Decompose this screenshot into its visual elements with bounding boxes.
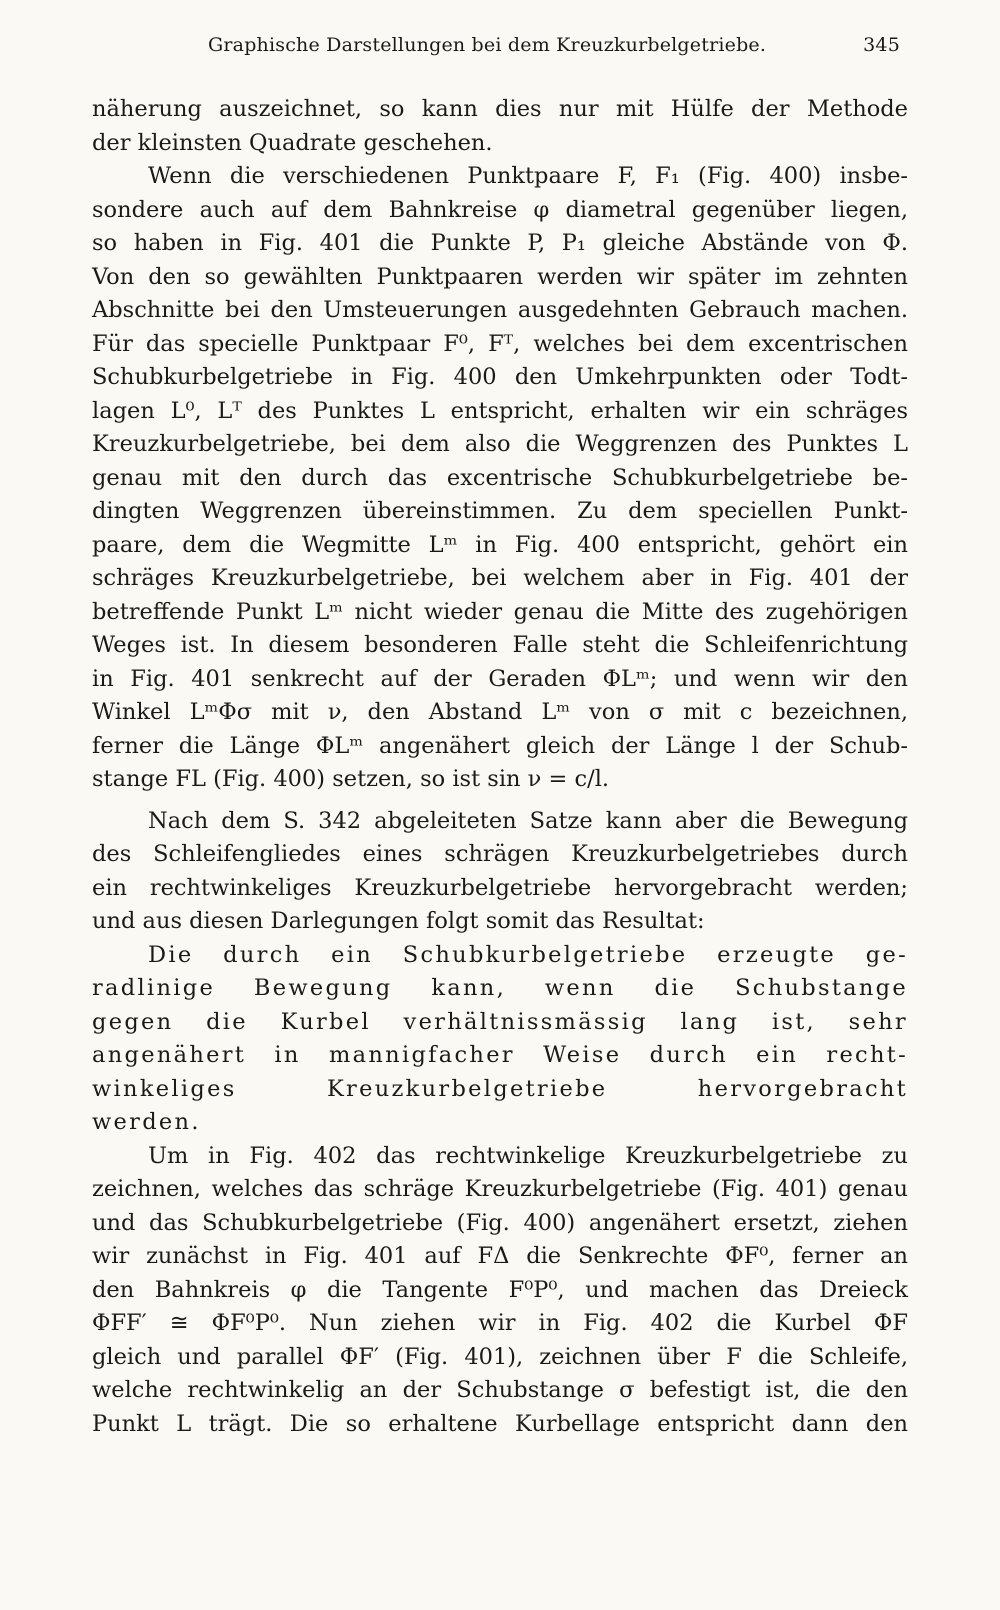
text-line: stange FL (Fig. 400) setzen, so ist sin ν = c/l. [92, 766, 610, 792]
text-line: zeichnen, welches das schräge Kreuzkurbelgetriebe (Fig. 401) genau [92, 1176, 908, 1202]
text-line: betreffende Punkt Lᵐ nicht wieder genau die Mitte des zugehörigen [92, 598, 908, 625]
paragraph-1 [92, 93, 908, 160]
text-line: gegen die Kurbel verhältnissmässig lang ist, sehr [92, 1008, 908, 1035]
paragraph-3 [92, 805, 908, 939]
text-line: paare, dem die Wegmitte Lᵐ in Fig. 400 entspricht, gehört ein [92, 531, 908, 558]
text-line: gleich und parallel ΦF′ (Fig. 401), zeichnen über F die Schleife, [92, 1343, 908, 1370]
body-text [92, 93, 908, 1441]
text-line: sondere auch auf dem Bahnkreise φ diametral gegenüber liegen, [92, 196, 908, 223]
running-title: Graphische Darstellungen bei dem Kreuzkurbelgetriebe. [208, 34, 767, 56]
text-line: welche rechtwinkelig an der Schubstange σ befestigt ist, die den [92, 1377, 908, 1403]
text-line: Die durch ein Schubkurbelgetriebe erzeugte ge- [148, 941, 908, 968]
text-line: und aus diesen Darlegungen folgt somit das Resultat: [92, 908, 705, 934]
text-line: ΦFF′ ≅ ΦF⁰P⁰. Nun ziehen wir in Fig. 402 die Kurbel ΦF [92, 1310, 908, 1336]
text-line: des Schleifengliedes eines schrägen Kreuzkurbelgetriebes durch [92, 841, 908, 867]
text-line: dingten Weggrenzen übereinstimmen. Zu dem speciellen Punkt- [92, 498, 908, 524]
page-number: 345 [863, 34, 900, 56]
paragraph-2 [92, 160, 908, 797]
text-line: ein rechtwinkeliges Kreuzkurbelgetriebe hervorgebracht werden; [92, 874, 908, 901]
text-line: genau mit den durch das excentrische Schubkurbelgetriebe be- [92, 464, 908, 491]
text-line: ferner die Länge ΦLᵐ angenähert gleich der Länge l der Schub- [92, 732, 908, 759]
text-line: Abschnitte bei den Umsteuerungen ausgedehnten Gebrauch machen. [92, 297, 908, 323]
text-line: Wenn die verschiedenen Punktpaare F, F₁ (Fig. 400) insbe- [148, 163, 908, 189]
text-line: Um in Fig. 402 das rechtwinkelige Kreuzkurbelgetriebe zu [148, 1142, 908, 1169]
emphasized-result [92, 939, 908, 1140]
text-line: Von den so gewählten Punktpaaren werden wir später im zehnten [92, 263, 908, 290]
text-line: den Bahnkreis φ die Tangente F⁰P⁰, und machen das Dreieck [92, 1276, 908, 1303]
text-line: und das Schubkurbelgetriebe (Fig. 400) angenähert ersetzt, ziehen [92, 1209, 908, 1236]
text-line: Für das specielle Punktpaar F⁰, Fᵀ, welches bei dem excentrischen [92, 330, 908, 357]
text-line: so haben in Fig. 401 die Punkte P, P₁ gleiche Abstände von Φ. [92, 230, 908, 256]
text-line: werden. [92, 1109, 201, 1135]
text-line: Weges ist. In diesem besonderen Falle steht die Schleifenrichtung [92, 632, 908, 658]
text-line: in Fig. 401 senkrecht auf der Geraden ΦLᵐ; und wenn wir den [92, 665, 908, 692]
text-line: wir zunächst in Fig. 401 auf FΔ die Senkrechte ΦF⁰, ferner an [92, 1243, 908, 1269]
text-line: Nach dem S. 342 abgeleiteten Satze kann aber die Bewegung [148, 807, 908, 834]
text-line: Kreuzkurbelgetriebe, bei dem also die Weggrenzen des Punktes L [92, 431, 908, 457]
text-line: angenähert in mannigfacher Weise durch ein recht- [92, 1042, 908, 1068]
text-line: winkeliges Kreuzkurbelgetriebe hervorgebracht [92, 1075, 908, 1102]
text-line: schräges Kreuzkurbelgetriebe, bei welchem aber in Fig. 401 der [92, 565, 908, 591]
text-line: der kleinsten Quadrate geschehen. [92, 129, 493, 156]
text-line: näherung auszeichnet, so kann dies nur mit Hülfe der Methode [92, 96, 908, 122]
text-line: Winkel LᵐΦσ mit ν, den Abstand Lᵐ von σ mit c bezeichnen, [92, 699, 908, 725]
running-header [92, 34, 900, 70]
text-line: Schubkurbelgetriebe in Fig. 400 den Umkehrpunkten oder Todt- [92, 364, 908, 390]
text-line: Punkt L trägt. Die so erhaltene Kurbellage entspricht dann den [92, 1410, 908, 1437]
text-line: lagen L⁰, Lᵀ des Punktes L entspricht, erhalten wir ein schräges [92, 397, 908, 424]
paragraph-4 [92, 1140, 908, 1442]
text-line: radlinige Bewegung kann, wenn die Schubstange [92, 975, 908, 1001]
